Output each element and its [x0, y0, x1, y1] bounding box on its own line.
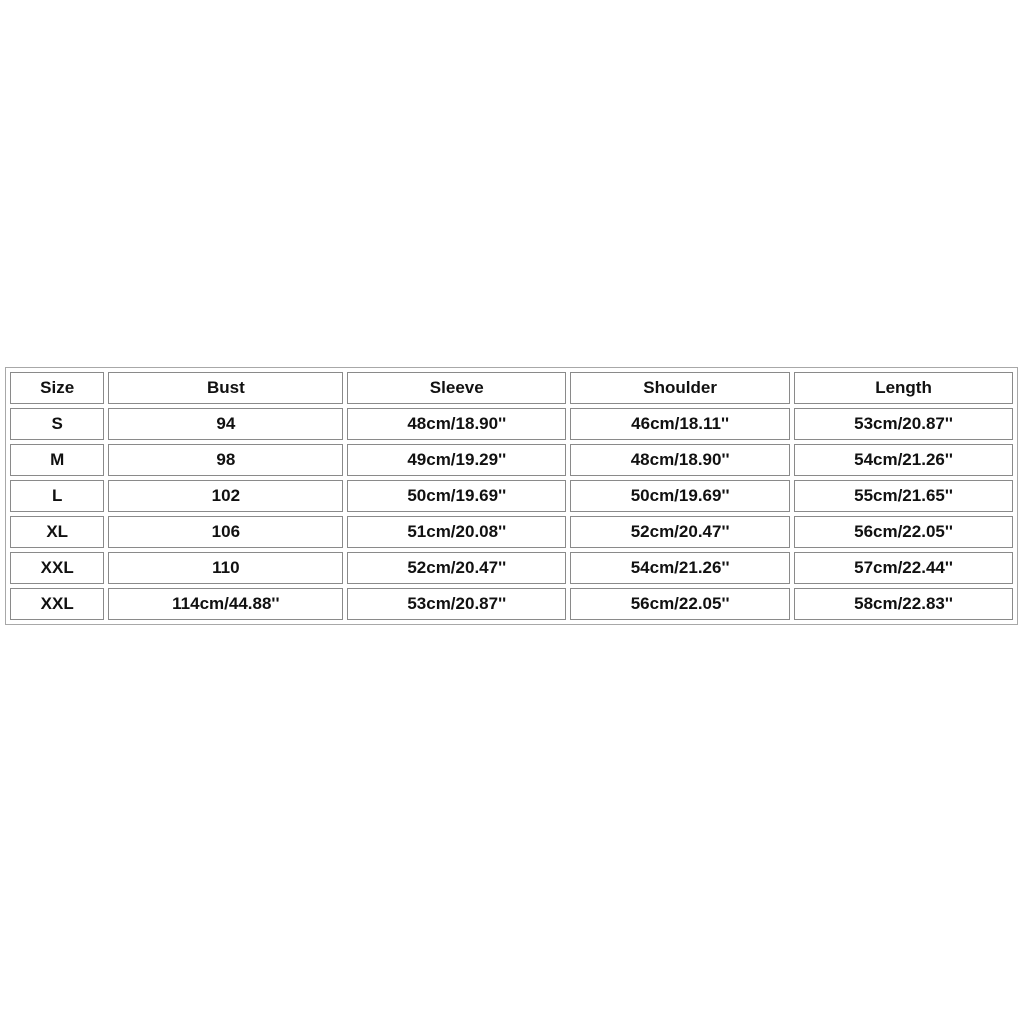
cell-bust: 94 [108, 408, 343, 440]
header-cell-shoulder: Shoulder [570, 372, 790, 404]
cell-sleeve: 49cm/19.29'' [347, 444, 566, 476]
cell-sleeve: 52cm/20.47'' [347, 552, 566, 584]
table-row [10, 516, 1013, 548]
cell-shoulder: 50cm/19.69'' [570, 480, 790, 512]
cell-shoulder: 52cm/20.47'' [570, 516, 790, 548]
header-row [10, 372, 1013, 404]
header-cell-sleeve: Sleeve [347, 372, 566, 404]
cell-sleeve: 50cm/19.69'' [347, 480, 566, 512]
size-chart-table [5, 367, 1018, 625]
cell-shoulder: 46cm/18.11'' [570, 408, 790, 440]
table-row [10, 444, 1013, 476]
cell-bust: 102 [108, 480, 343, 512]
cell-sleeve: 53cm/20.87'' [347, 588, 566, 620]
table-row [10, 408, 1013, 440]
cell-length: 57cm/22.44'' [794, 552, 1013, 584]
cell-shoulder: 48cm/18.90'' [570, 444, 790, 476]
header-cell-length: Length [794, 372, 1013, 404]
cell-shoulder: 54cm/21.26'' [570, 552, 790, 584]
cell-sleeve: 51cm/20.08'' [347, 516, 566, 548]
cell-bust: 110 [108, 552, 343, 584]
cell-length: 55cm/21.65'' [794, 480, 1013, 512]
cell-length: 56cm/22.05'' [794, 516, 1013, 548]
cell-size: XL [10, 516, 104, 548]
table-row [10, 588, 1013, 620]
header-cell-size: Size [10, 372, 104, 404]
cell-size: L [10, 480, 104, 512]
cell-bust: 106 [108, 516, 343, 548]
cell-sleeve: 48cm/18.90'' [347, 408, 566, 440]
cell-size: XXL [10, 588, 104, 620]
table-row [10, 480, 1013, 512]
cell-length: 53cm/20.87'' [794, 408, 1013, 440]
cell-size: S [10, 408, 104, 440]
table-row [10, 552, 1013, 584]
cell-bust: 114cm/44.88'' [108, 588, 343, 620]
cell-bust: 98 [108, 444, 343, 476]
cell-shoulder: 56cm/22.05'' [570, 588, 790, 620]
cell-size: M [10, 444, 104, 476]
header-cell-bust: Bust [108, 372, 343, 404]
cell-size: XXL [10, 552, 104, 584]
cell-length: 58cm/22.83'' [794, 588, 1013, 620]
cell-length: 54cm/21.26'' [794, 444, 1013, 476]
